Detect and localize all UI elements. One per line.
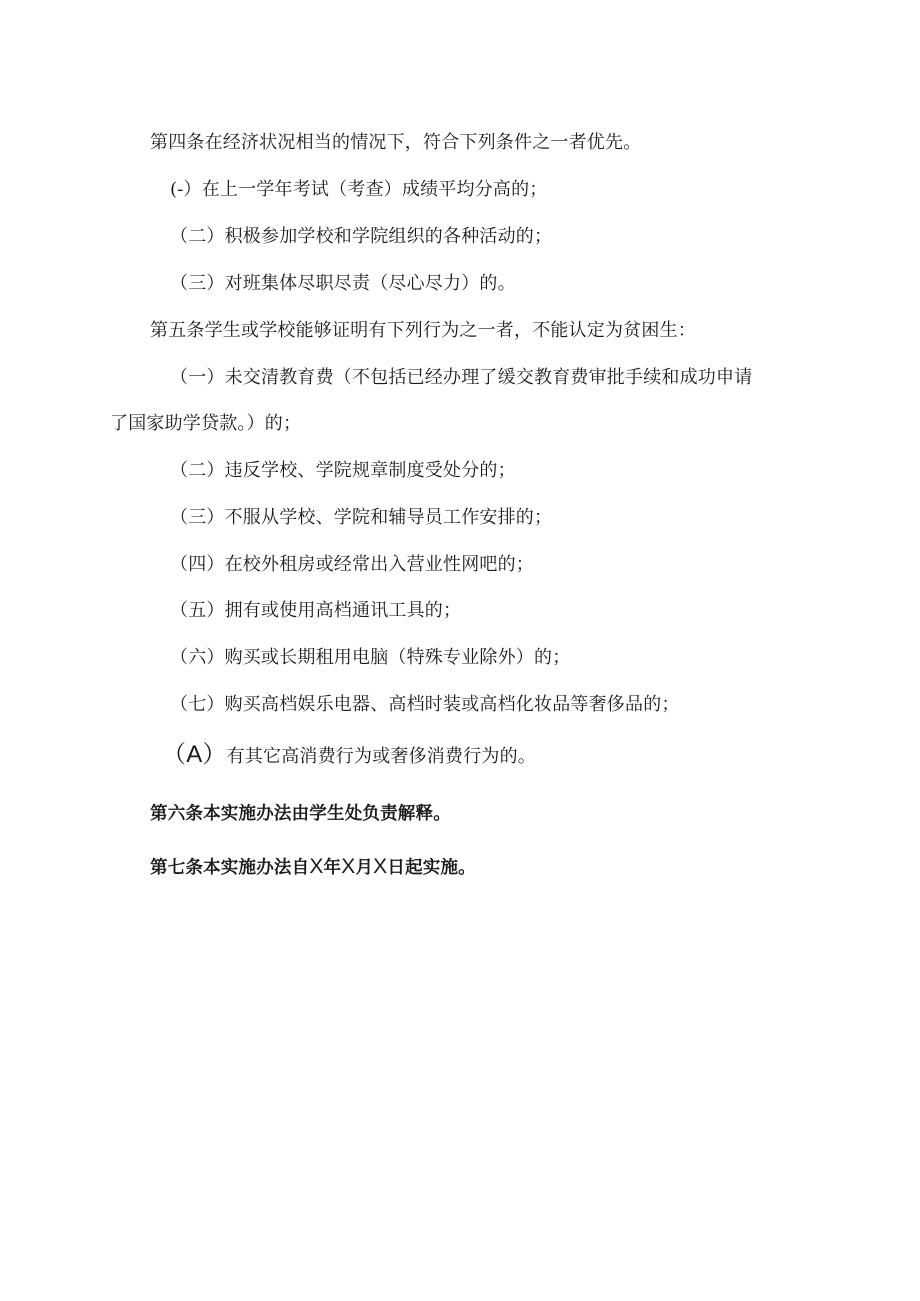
article5-item-1-line-2: 了国家助学贷款。）的； [110, 413, 302, 434]
article6: 第六条本实施办法由学生处负责解释。 [150, 804, 451, 824]
article5-item-7: （七）购买高档娱乐电器、高档时装或高档化妆品等奢侈品的； [170, 694, 680, 715]
article5-item-5: （五）拥有或使用高档通讯工具的； [170, 600, 462, 621]
article5-item-8-text: 有其它高消费行为或奢侈消费行为的。 [226, 746, 537, 767]
article5-item-8-marker: （A） [162, 741, 227, 768]
article5-item-8 [162, 743, 536, 769]
article4-heading: 第四条在经济状况相当的情况下，符合下列条件之一者优先。 [150, 132, 642, 153]
article4-item-3: （三）对班集体尽职尽责（尽心尽力）的。 [170, 273, 516, 294]
article7-year-placeholder: X [309, 855, 324, 878]
article7-month-placeholder: X [341, 855, 356, 878]
article4-item-1: (-）在上一学年考试（考查）成绩平均分高的； [170, 179, 548, 200]
article7-part-2: 年 [323, 858, 342, 878]
article7-day-placeholder: X [373, 855, 388, 878]
article5-item-1-line-1: （一）未交清教育费（不包括已经办理了缓交教育费审批手续和成功申请 [170, 367, 753, 388]
article7-part-4: 日起实施。 [387, 858, 476, 878]
article5-heading: 第五条学生或学校能够证明有下列行为之一者，不能认定为贫困生： [150, 320, 696, 341]
article7-part-3: 月 [355, 858, 374, 878]
article5-item-3: （三）不服从学校、学院和辅导员工作安排的； [170, 507, 553, 528]
article5-item-6: （六）购买或长期租用电脑（特殊专业除外）的； [170, 647, 571, 668]
article7 [150, 855, 476, 880]
article7-part-1: 第七条本实施办法自 [150, 858, 310, 878]
article4-item-2: （二）积极参加学校和学院组织的各种活动的； [170, 226, 553, 247]
article5-item-4: （四）在校外租房或经常出入营业性网吧的； [170, 554, 534, 575]
article5-item-2: （二）违反学校、学院规章制度受处分的； [170, 460, 516, 481]
